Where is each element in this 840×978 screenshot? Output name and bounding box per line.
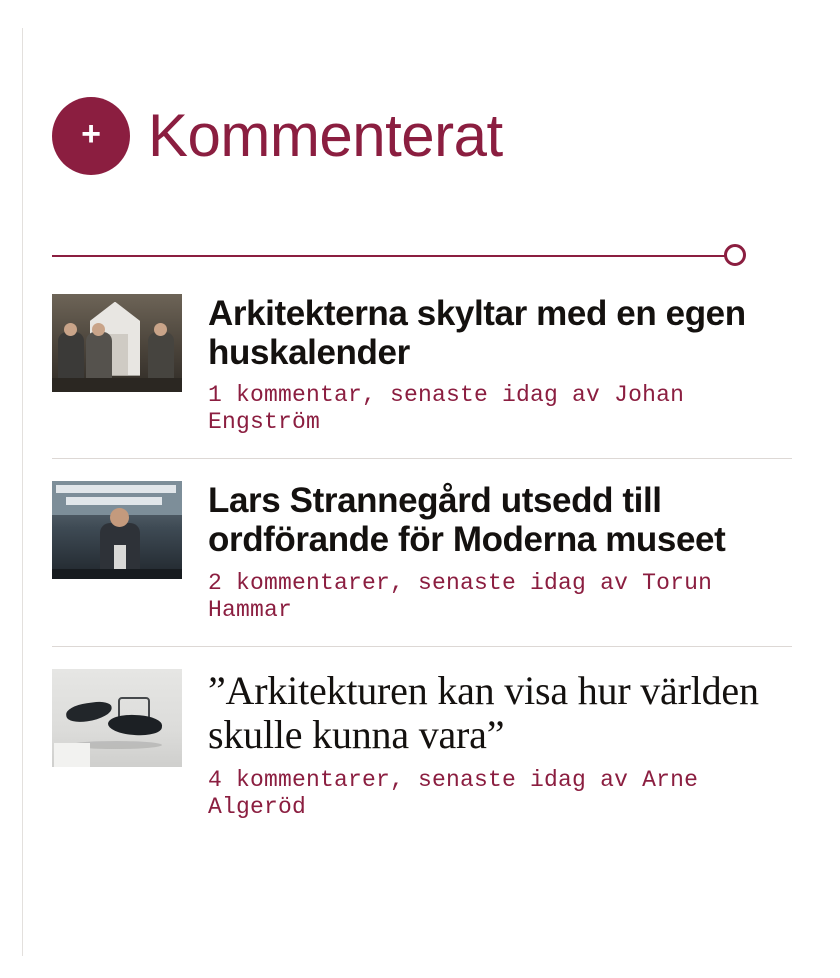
article-comment-meta: 2 kommentarer, senaste idag av Torun Hammar [208,569,713,623]
projected-text-line [66,497,162,505]
ground-shape [52,378,182,392]
person-head-shape [92,323,105,336]
article-headline[interactable]: Lars Strannegård utsedd till ordförande för Moderna museet [208,481,726,560]
person-head-shape [154,323,167,336]
article-thumbnail[interactable] [52,481,182,579]
article-body [208,294,792,437]
stage-floor-shape [52,569,182,579]
left-divider-rule [22,28,23,956]
article-body [208,669,792,821]
carousel-progress-rail[interactable] [52,244,792,268]
plus-icon-glyph: + [81,114,101,153]
article-thumbnail[interactable] [52,669,182,767]
module-title: Kommenterat [148,101,503,169]
article-body [208,481,792,624]
module-header [52,56,792,216]
list-item[interactable] [52,646,792,843]
kommenterat-module [52,56,792,843]
article-headline[interactable]: Arkitekterna skyltar med en egen huskalender [208,293,746,372]
list-item[interactable] [52,458,792,624]
comment-article-list [52,294,792,844]
person-head-shape [64,323,77,336]
plus-badge-icon [52,97,130,175]
list-item[interactable] [52,294,792,437]
progress-knob-handle[interactable] [724,244,746,266]
article-thumbnail[interactable] [52,294,182,392]
article-comment-meta: 1 kommentar, senaste idag av Johan Engström [208,381,685,436]
article-headline[interactable]: ”Arkitekturen kan visa hur världen skulle kunna vara” [208,667,759,757]
article-comment-meta: 4 kommentarer, senaste idag av Arne Algeröd [208,766,699,820]
projected-text-line [56,485,176,493]
progress-track [52,255,740,257]
plinth-shape [54,743,90,767]
